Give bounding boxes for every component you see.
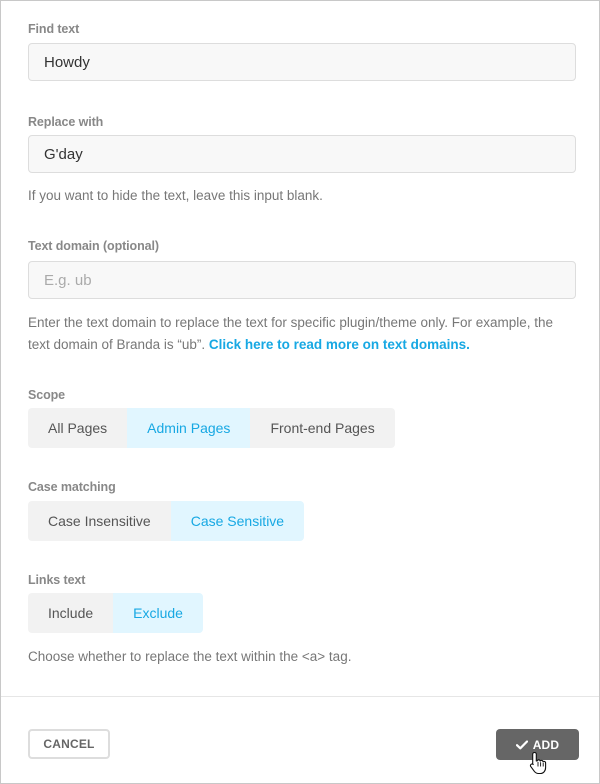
links-option-exclude[interactable]: Exclude [113,593,203,633]
find-text-label: Find text [28,22,80,36]
text-domain-input[interactable] [28,261,576,299]
replace-with-input[interactable] [28,135,576,173]
case-option-sensitive[interactable]: Case Sensitive [171,501,304,541]
text-domain-help [28,312,576,356]
scope-option-front-end-pages[interactable]: Front-end Pages [250,408,394,448]
text-domain-label: Text domain (optional) [28,239,159,253]
replace-with-label: Replace with [28,115,104,129]
add-button-label: ADD [532,737,560,752]
add-button[interactable] [496,729,579,760]
cancel-button[interactable]: CANCEL [28,729,110,759]
links-text-label: Links text [28,573,86,587]
check-icon [516,740,528,750]
links-text-help: Choose whether to replace the text within the <a> tag. [28,649,352,664]
replace-with-help: If you want to hide the text, leave this input blank. [28,188,323,203]
scope-option-admin-pages[interactable]: Admin Pages [127,408,250,448]
links-text-segmented-control [28,593,203,633]
scope-segmented-control [28,408,395,448]
scope-option-all-pages[interactable]: All Pages [28,408,127,448]
case-matching-label: Case matching [28,480,116,494]
footer-divider [1,696,599,697]
case-option-insensitive[interactable]: Case Insensitive [28,501,171,541]
text-domain-help-text: Enter the text domain to replace the text for specific plugin/theme only. For example, the text domain of Branda is “ub”. [28,315,554,352]
scope-label: Scope [28,388,66,402]
case-matching-segmented-control [28,501,304,541]
text-domain-help-link[interactable]: Click here to read more on text domains. [208,337,470,352]
find-text-input[interactable] [28,43,576,81]
links-option-include[interactable]: Include [28,593,113,633]
